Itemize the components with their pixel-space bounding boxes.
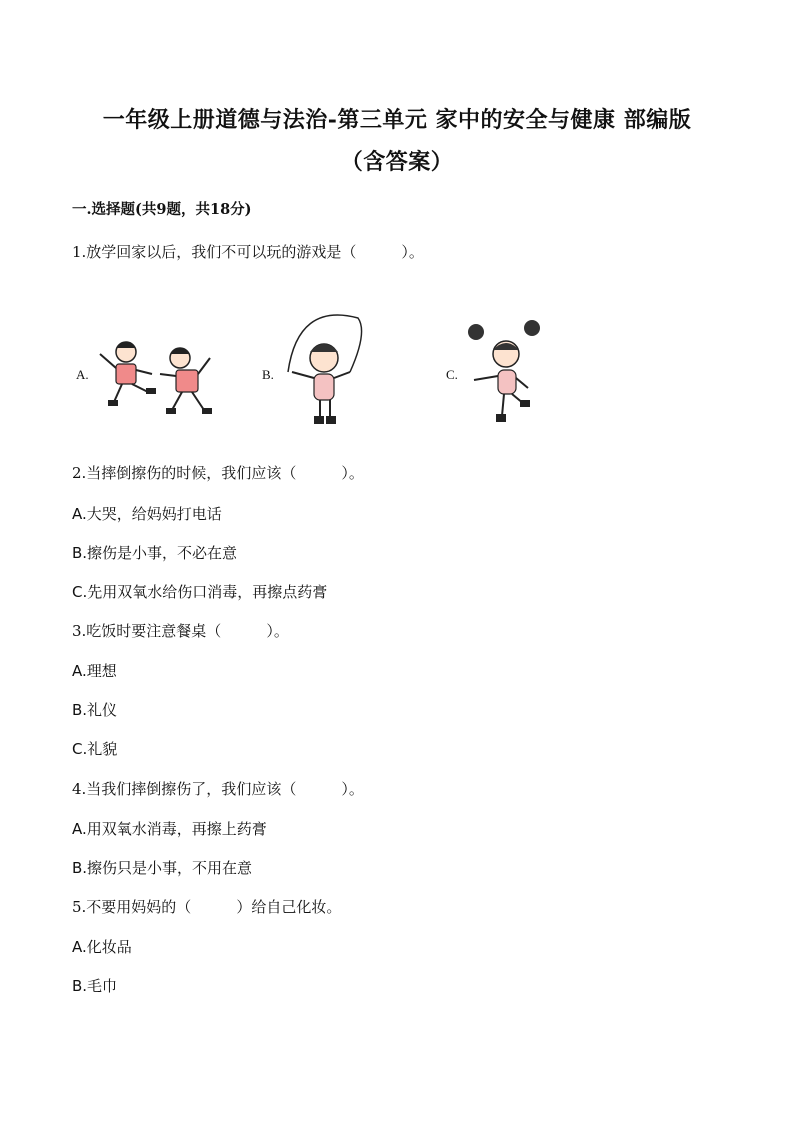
- q4-option-b: B.擦伤只是小事，不用在意: [72, 859, 253, 877]
- question-3-stem: 3.吃饭时要注意餐桌（ ）。: [72, 622, 289, 640]
- question-2-stem: 2.当摔倒擦伤的时候，我们应该（ ）。: [72, 464, 364, 482]
- q4-option-a: A.用双氧水消毒，再擦上药膏: [72, 820, 267, 838]
- q3-option-b: B.礼仪: [72, 701, 118, 719]
- child-jumping-rope-illustration: [278, 312, 368, 432]
- girl-dancing-illustration: [462, 318, 552, 430]
- question-5-stem: 5.不要用妈妈的（ ）给自己化妆。: [72, 898, 342, 916]
- q2-option-c: C.先用双氧水给伤口消毒，再擦点药膏: [72, 583, 328, 601]
- q1-option-c-label: C.: [446, 367, 458, 382]
- q2-option-b: B.擦伤是小事，不必在意: [72, 544, 238, 562]
- document-subtitle: （含答案）: [340, 149, 454, 175]
- two-boys-fighting-illustration: [92, 330, 222, 420]
- q5-option-a: A.化妆品: [72, 938, 132, 956]
- q2-option-a: A.大哭，给妈妈打电话: [72, 505, 222, 523]
- q1-option-b-label: B.: [262, 367, 274, 382]
- section-header: 一.选择题(共9题，共18分): [72, 201, 252, 218]
- q1-option-a-label: A.: [76, 367, 89, 382]
- question-4-stem: 4.当我们摔倒擦伤了，我们应该（ ）。: [72, 780, 364, 798]
- document-title: 一年级上册道德与法治-第三单元 家中的安全与健康 部编版: [102, 107, 692, 133]
- q3-option-c: C.礼貌: [72, 740, 118, 758]
- q3-option-a: A.理想: [72, 662, 117, 680]
- question-1-stem: 1.放学回家以后，我们不可以玩的游戏是（ ）。: [72, 243, 424, 261]
- q5-option-b: B.毛巾: [72, 977, 118, 995]
